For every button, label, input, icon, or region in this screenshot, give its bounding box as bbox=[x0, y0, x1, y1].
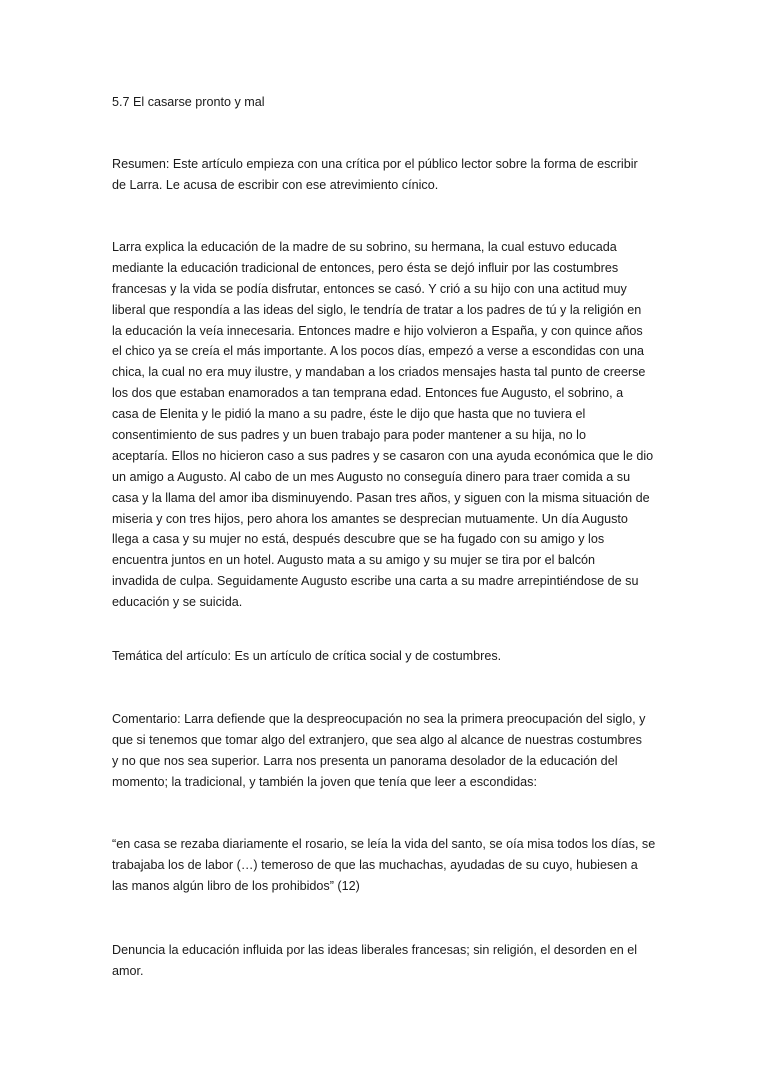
body-line: encuentra juntos en un hotel. Augusto mata a su amigo y su mujer se tira por el balcón bbox=[112, 553, 596, 568]
cita-line: “en casa se rezaba diariamente el rosario, se leía la vida del santo, se oía misa todos los días, se bbox=[112, 837, 656, 851]
body-line: llega a casa y su mujer no está, después descubre que se ha fugado con su amigo y los bbox=[112, 532, 605, 547]
tematica-paragraph bbox=[112, 646, 660, 667]
body-line: aceptaría. Ellos no hicieron caso a sus padres y se casaron con una ayuda económica que le dio bbox=[112, 448, 654, 463]
body-line: el chico ya se creía el más importante. A los pocos días, empezó a verse a escondidas con una bbox=[112, 344, 645, 359]
body-line: los dos que estaban enamorados a tan temprana edad. Entonces fue Augusto, el sobrino, a bbox=[112, 386, 624, 401]
body-line: invadida de culpa. Seguidamente Augusto escribe una carta a su madre arrepintiéndose de su bbox=[112, 574, 639, 589]
heading-line: 5.7 El casarse pronto y mal bbox=[112, 95, 265, 109]
body-line: la educación la veía innecesaria. Entonces madre e hijo volvieron a España, y con quince años bbox=[112, 323, 643, 338]
body-line: miseria y con tres hijos, pero ahora los amantes se desprecian mutuamente. Un día Augusto bbox=[112, 511, 628, 526]
body-line: un amigo a Augusto. Al cabo de un mes Augusto no conseguía dinero para traer comida a su bbox=[112, 469, 631, 484]
cita-line: las manos algún libro de los prohibidos” (12) bbox=[112, 878, 360, 893]
denuncia-paragraph bbox=[112, 940, 660, 982]
body-line: chica, la cual no era muy ilustre, y mandaban a los criados mensajes hasta tal punto de creerse bbox=[112, 365, 646, 380]
denuncia-line: Denuncia la educación influida por las ideas liberales francesas; sin religión, el desorden en el bbox=[112, 943, 638, 957]
body-line: educación y se suicida. bbox=[112, 595, 243, 610]
body-line: liberal que respondía a las ideas del siglo, le tendría de tratar a los padres de tú y la religión en bbox=[112, 302, 642, 317]
comentario-line: Comentario: Larra defiende que la despreocupación no sea la primera preocupación del siglo, y bbox=[112, 712, 646, 726]
tematica-line: Temática del artículo: Es un artículo de crítica social y de costumbres. bbox=[112, 649, 502, 663]
resumen-line: de Larra. Le acusa de escribir con ese atrevimiento cínico. bbox=[112, 177, 439, 192]
section-heading bbox=[112, 92, 660, 113]
resumen-line: Resumen: Este artículo empieza con una crítica por el público lector sobre la forma de escribir bbox=[112, 157, 638, 171]
body-line: francesas y la vida se podía disfrutar, entonces se casó. Y crió a su hijo con una actitud muy bbox=[112, 281, 627, 296]
body-line: casa y la llama del amor iba disminuyendo. Pasan tres años, y siguen con la misma situación de bbox=[112, 490, 650, 505]
resumen-paragraph bbox=[112, 154, 660, 196]
body-line: Larra explica la educación de la madre de su sobrino, su hermana, la cual estuvo educada bbox=[112, 240, 617, 254]
body-line: casa de Elenita y le pidió la mano a su padre, éste le dijo que hasta que no tuviera el bbox=[112, 407, 586, 422]
cita-line: trabajaba los de labor (…) temeroso de que las muchachas, ayudadas de su cuyo, hubiesen a bbox=[112, 857, 638, 872]
comentario-line: y no que nos sea superior. Larra nos presenta un panorama desolador de la educación del bbox=[112, 753, 618, 768]
cita-paragraph bbox=[112, 834, 660, 897]
body-line: consentimiento de sus padres y un buen trabajo para poder mantener a su hija, no lo bbox=[112, 428, 586, 443]
comentario-line: momento; la tradicional, y también la joven que tenía que leer a escondidas: bbox=[112, 774, 537, 789]
body-line: mediante la educación tradicional de entonces, pero ésta se dejó influir por las costumbres bbox=[112, 260, 619, 275]
denuncia-line: amor. bbox=[112, 963, 144, 978]
comentario-line: que si tenemos que tomar algo del extranjero, que sea algo al alcance de nuestras costumbres bbox=[112, 732, 642, 747]
comentario-paragraph bbox=[112, 709, 660, 793]
body-paragraph bbox=[112, 237, 660, 613]
